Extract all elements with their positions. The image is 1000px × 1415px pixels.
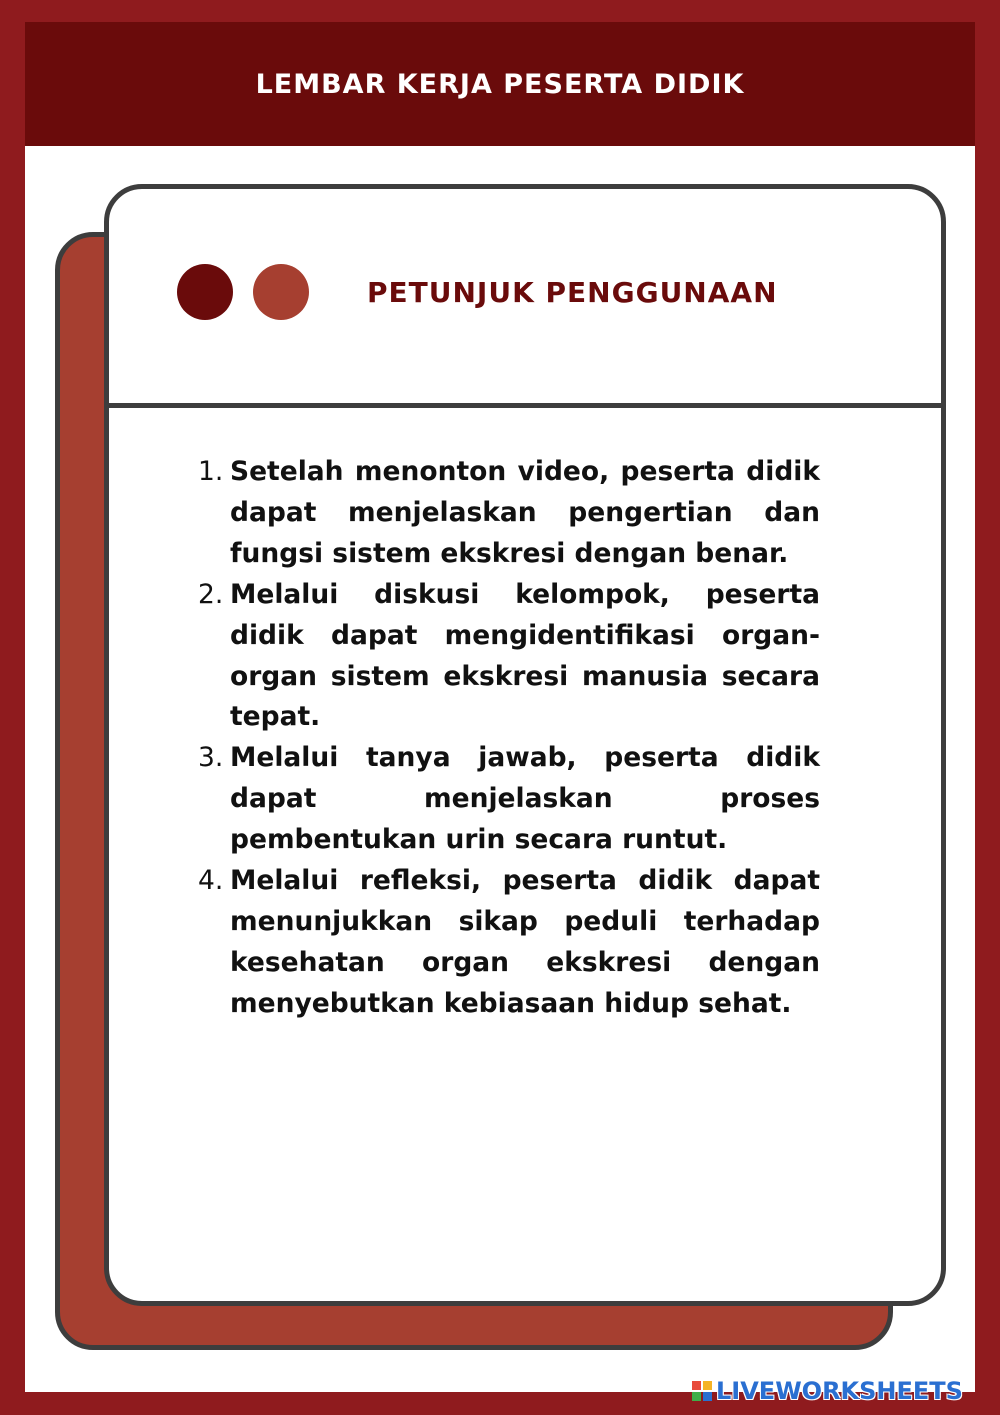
card-header bbox=[109, 189, 941, 408]
item-text: Melalui diskusi kelompok, peserta didik dapat mengidentifikasi organ-organ sistem ekskresi manusia secara tepat. bbox=[230, 578, 820, 733]
list-item bbox=[198, 452, 820, 575]
liveworksheets-watermark bbox=[692, 1376, 992, 1406]
brick-dot-icon bbox=[253, 264, 309, 320]
dark-dot-icon bbox=[177, 264, 233, 320]
liveworksheets-logo-icon bbox=[692, 1381, 712, 1401]
list-item bbox=[198, 575, 820, 739]
item-number: 3. bbox=[198, 742, 224, 774]
watermark-text: LIVEWORKSHEETS bbox=[716, 1377, 963, 1405]
item-text: Melalui refleksi, peserta didik dapat menunjukkan sikap peduli terhadap kesehatan organ ekskresi dengan menyebutkan kebiasaan hidup sehat. bbox=[230, 865, 820, 1019]
item-text: Melalui tanya jawab, peserta didik dapat menjelaskan proses pembentukan urin secara runtut. bbox=[230, 742, 820, 856]
list-item bbox=[198, 738, 820, 861]
list-item bbox=[198, 861, 820, 1025]
card-title: PETUNJUK PENGGUNAAN bbox=[367, 276, 778, 309]
header-banner bbox=[25, 22, 975, 146]
item-number: 4. bbox=[198, 865, 224, 897]
page-title: LEMBAR KERJA PESERTA DIDIK bbox=[255, 68, 745, 100]
item-number: 1. bbox=[198, 456, 224, 487]
instruction-list bbox=[198, 452, 820, 1025]
item-text: Setelah menonton video, peserta didik dapat menjelaskan pengertian dan fungsi sistem ekskresi dengan benar. bbox=[230, 456, 820, 569]
item-number: 2. bbox=[198, 578, 224, 610]
